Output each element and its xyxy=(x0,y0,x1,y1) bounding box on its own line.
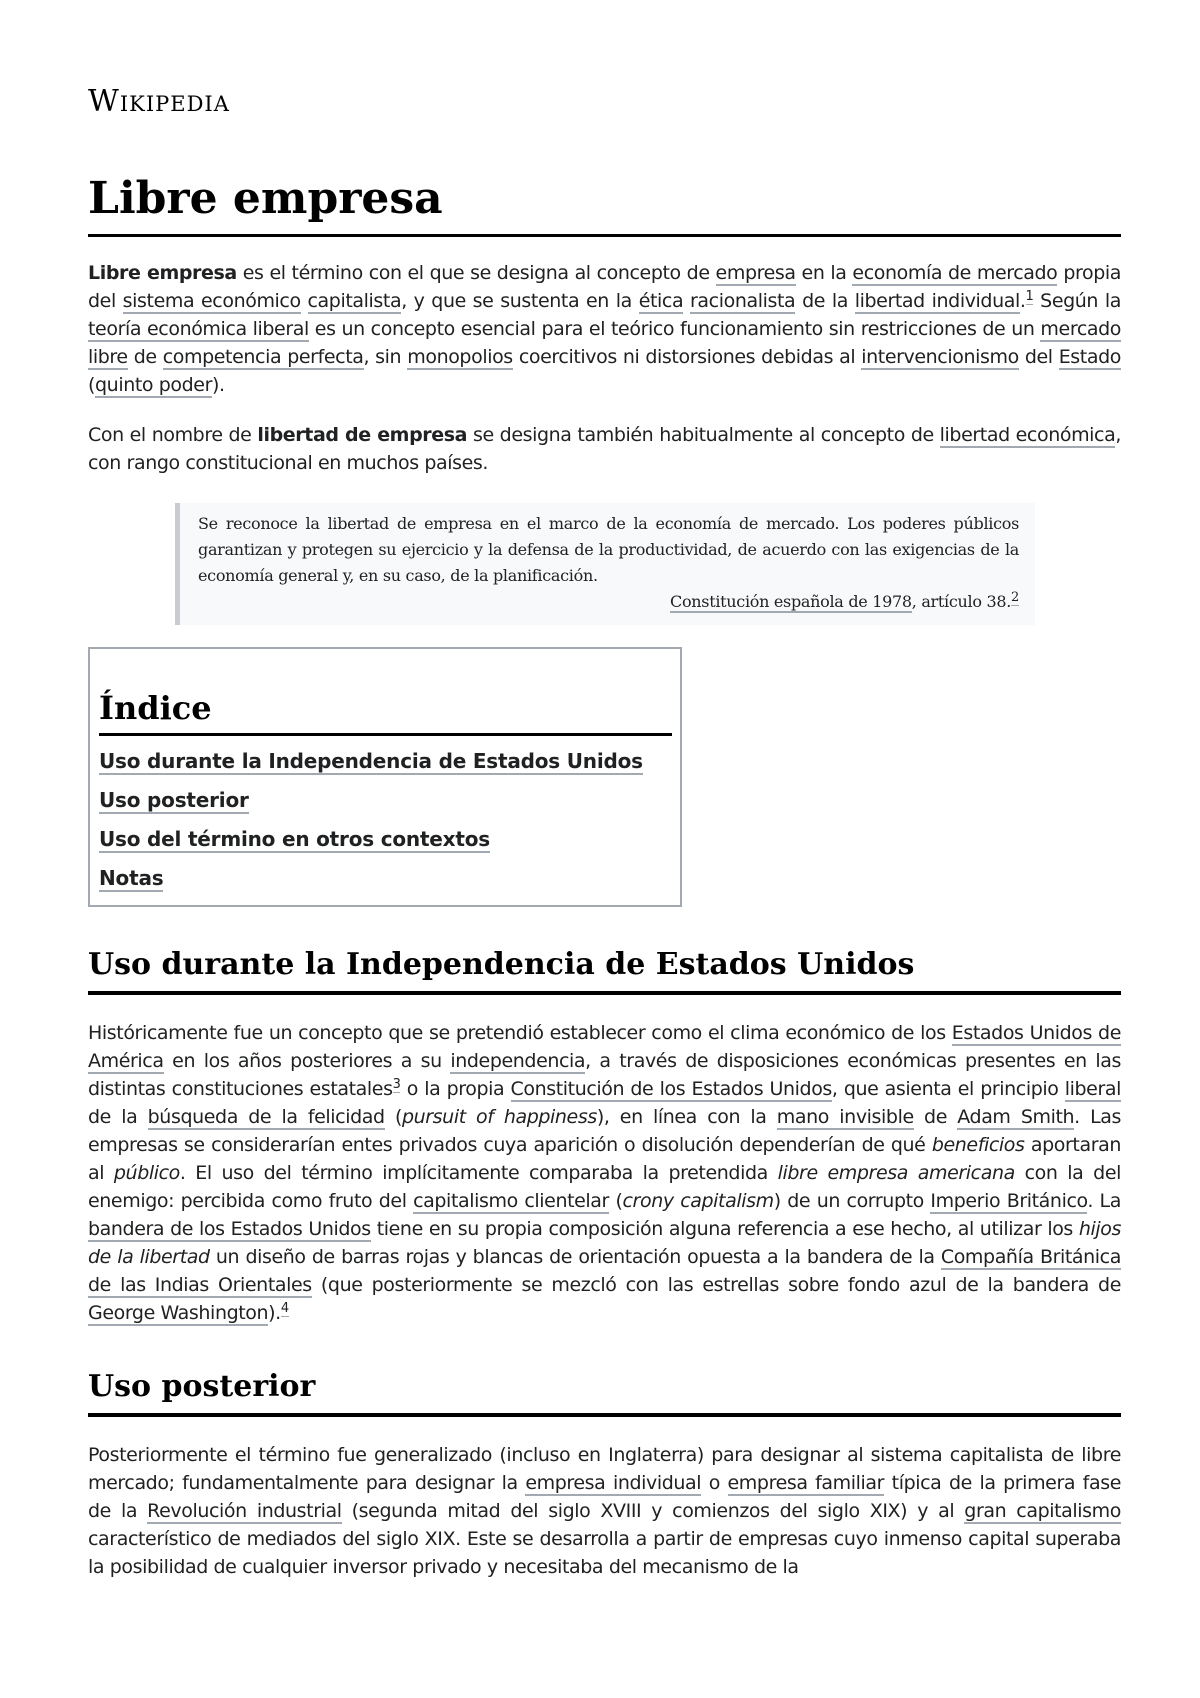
link-empresa[interactable]: empresa xyxy=(715,262,796,284)
toc-title: Índice xyxy=(99,687,672,736)
link-quinto-poder[interactable]: quinto poder xyxy=(95,374,212,396)
link-sistema-economico[interactable]: sistema económico xyxy=(122,290,301,312)
link-estado[interactable]: Estado xyxy=(1058,346,1121,368)
link-mercado-libre[interactable]: mercado libre xyxy=(88,318,1121,368)
link-liberal[interactable]: liberal xyxy=(1064,1078,1121,1100)
reference-3: 3 xyxy=(392,1076,401,1092)
blockquote xyxy=(175,503,1035,625)
toc-item-uso-posterior[interactable]: Uso posterior xyxy=(99,788,249,812)
reference-4: 4 xyxy=(280,1300,289,1316)
link-constitucion-1978[interactable]: Constitución española de 1978 xyxy=(670,592,912,611)
link-bandera-eeuu[interactable]: bandera de los Estados Unidos xyxy=(88,1218,371,1240)
link-gran-capitalismo[interactable]: gran capitalismo xyxy=(964,1500,1122,1522)
link-estados-unidos[interactable]: Estados Unidos de América xyxy=(88,1022,1122,1072)
link-independencia[interactable]: independencia xyxy=(450,1050,586,1072)
wikipedia-logo[interactable]: Wikipedia xyxy=(88,84,230,119)
link-libertad-economica[interactable]: libertad económica xyxy=(939,424,1116,446)
link-libertad-individual[interactable]: libertad individual xyxy=(854,290,1020,312)
link-empresa-familiar[interactable]: empresa familiar xyxy=(727,1472,885,1494)
link-capitalista[interactable]: capitalista xyxy=(307,290,402,312)
toc-item-notas[interactable]: Notas xyxy=(99,866,164,890)
link-constitucion-eeuu[interactable]: Constitución de los Estados Unidos xyxy=(510,1078,832,1100)
section-heading-independencia: Uso durante la Independencia de Estados Unidos xyxy=(88,945,1121,995)
link-economia-de-mercado[interactable]: economía de mercado xyxy=(852,262,1058,284)
intro-paragraph-1: Libre empresa es el término con el que se designa al concepto de empresa en la economía de mercado propia del sistema económico capitalista, y que se sustenta en la ética racionalista de la libertad individual.$^1$ Según la teoría económica liberal es un concepto esencial para el teórico funcionamiento sin restricciones de un mercado libre de competencia perfecta, sin monopolios coercitivos ni distorsiones debidas al intervencionismo del Estado (quinto poder). xyxy=(88,262,1122,396)
link-racionalista[interactable]: racionalista xyxy=(690,290,796,312)
page-title: Libre empresa xyxy=(88,174,1121,237)
reference-1: 1 xyxy=(1025,288,1034,304)
article-page xyxy=(88,82,1121,1581)
link-intervencionismo[interactable]: intervencionismo xyxy=(861,346,1019,368)
toc-item-otros-contextos[interactable]: Uso del término en otros contextos xyxy=(99,827,490,851)
link-compania-indias[interactable]: Compañía Británica de las Indias Orientales xyxy=(88,1246,1121,1296)
toc-item-independencia[interactable]: Uso durante la Independencia de Estados Unidos xyxy=(99,749,643,773)
link-capitalismo-clientelar[interactable]: capitalismo clientelar xyxy=(413,1190,609,1212)
quote-text: Se reconoce la libertad de empresa en el marco de la economía de mercado. Los poderes públicos garantizan y protegen su ejercicio y la defensa de la productividad, de acuerdo con las exigencias de la economía general y, en su caso, de la planificación. xyxy=(198,514,1019,585)
toc-list xyxy=(99,748,672,891)
link-competencia-perfecta[interactable]: competencia perfecta xyxy=(162,346,364,368)
link-monopolios[interactable]: monopolios xyxy=(407,346,513,368)
link-adam-smith[interactable]: Adam Smith xyxy=(957,1106,1075,1128)
section-heading-uso-posterior: Uso posterior xyxy=(88,1367,1121,1417)
table-of-contents xyxy=(88,647,682,907)
link-george-washington[interactable]: George Washington xyxy=(88,1302,269,1324)
quote-citation: Constitución española de 1978, artículo 38.$^2$ xyxy=(670,589,1019,611)
section1-paragraph: Históricamente fue un concepto que se pretendió establecer como el clima económico de los Estados Unidos de América en los años posteriores a su independencia, a través de disposiciones económicas presentes en las distintas constituciones estatales$^3$ o la propia Constitución de los Estados Unidos, que asienta el principio liberal de la búsqueda de la felicidad (pursuit of happiness), en línea con la mano invisible de Adam Smith. Las empresas se considerarían entes privados cuya aparición o disolución dependerían de qué beneficios aportaran al público. El uso del término implícitamente comparaba la pretendida libre empresa americana con la del enemigo: percibida como fruto del capitalismo clientelar (crony capitalism) de un corrupto Imperio Británico. La bandera de los Estados Unidos tiene en su propia composición alguna referencia a ese hecho, al utilizar los hijos de la libertad un diseño de barras rojas y blancas de orientación opuesta a la bandera de la Compañía Británica de las Indias Orientales (que posteriormente se mezcló con las estrellas sobre fondo azul de la bandera de George Washington).$^4$ xyxy=(88,1022,1122,1324)
intro-paragraph-2: Con el nombre de libertad de empresa se designa también habitualmente al concepto de libertad económica, con rango constitucional en muchos países. xyxy=(88,424,1121,474)
link-empresa-individual[interactable]: empresa individual xyxy=(525,1472,702,1494)
section2-paragraph: Posteriormente el término fue generalizado (incluso en Inglaterra) para designar al sistema capitalista de libre mercado; fundamentalmente para designar la empresa individual o empresa familiar típica de la primera fase de la Revolución industrial (segunda mitad del siglo XVIII y comienzos del siglo XIX) y al gran capitalismo característico de mediados del siglo XIX. Este se desarrolla a partir de empresas cuyo inmenso capital superaba la posibilidad de cualquier inversor privado y necesitaba del mecanismo de la xyxy=(88,1444,1122,1578)
link-busqueda-felicidad[interactable]: búsqueda de la felicidad xyxy=(147,1106,385,1128)
link-revolucion-industrial[interactable]: Revolución industrial xyxy=(147,1500,342,1522)
link-imperio-britanico[interactable]: Imperio Británico xyxy=(930,1190,1088,1212)
link-teoria-economica-liberal[interactable]: teoría económica liberal xyxy=(88,318,309,340)
link-etica[interactable]: ética xyxy=(638,290,684,312)
reference-2: 2 xyxy=(1011,589,1019,605)
link-mano-invisible[interactable]: mano invisible xyxy=(776,1106,914,1128)
